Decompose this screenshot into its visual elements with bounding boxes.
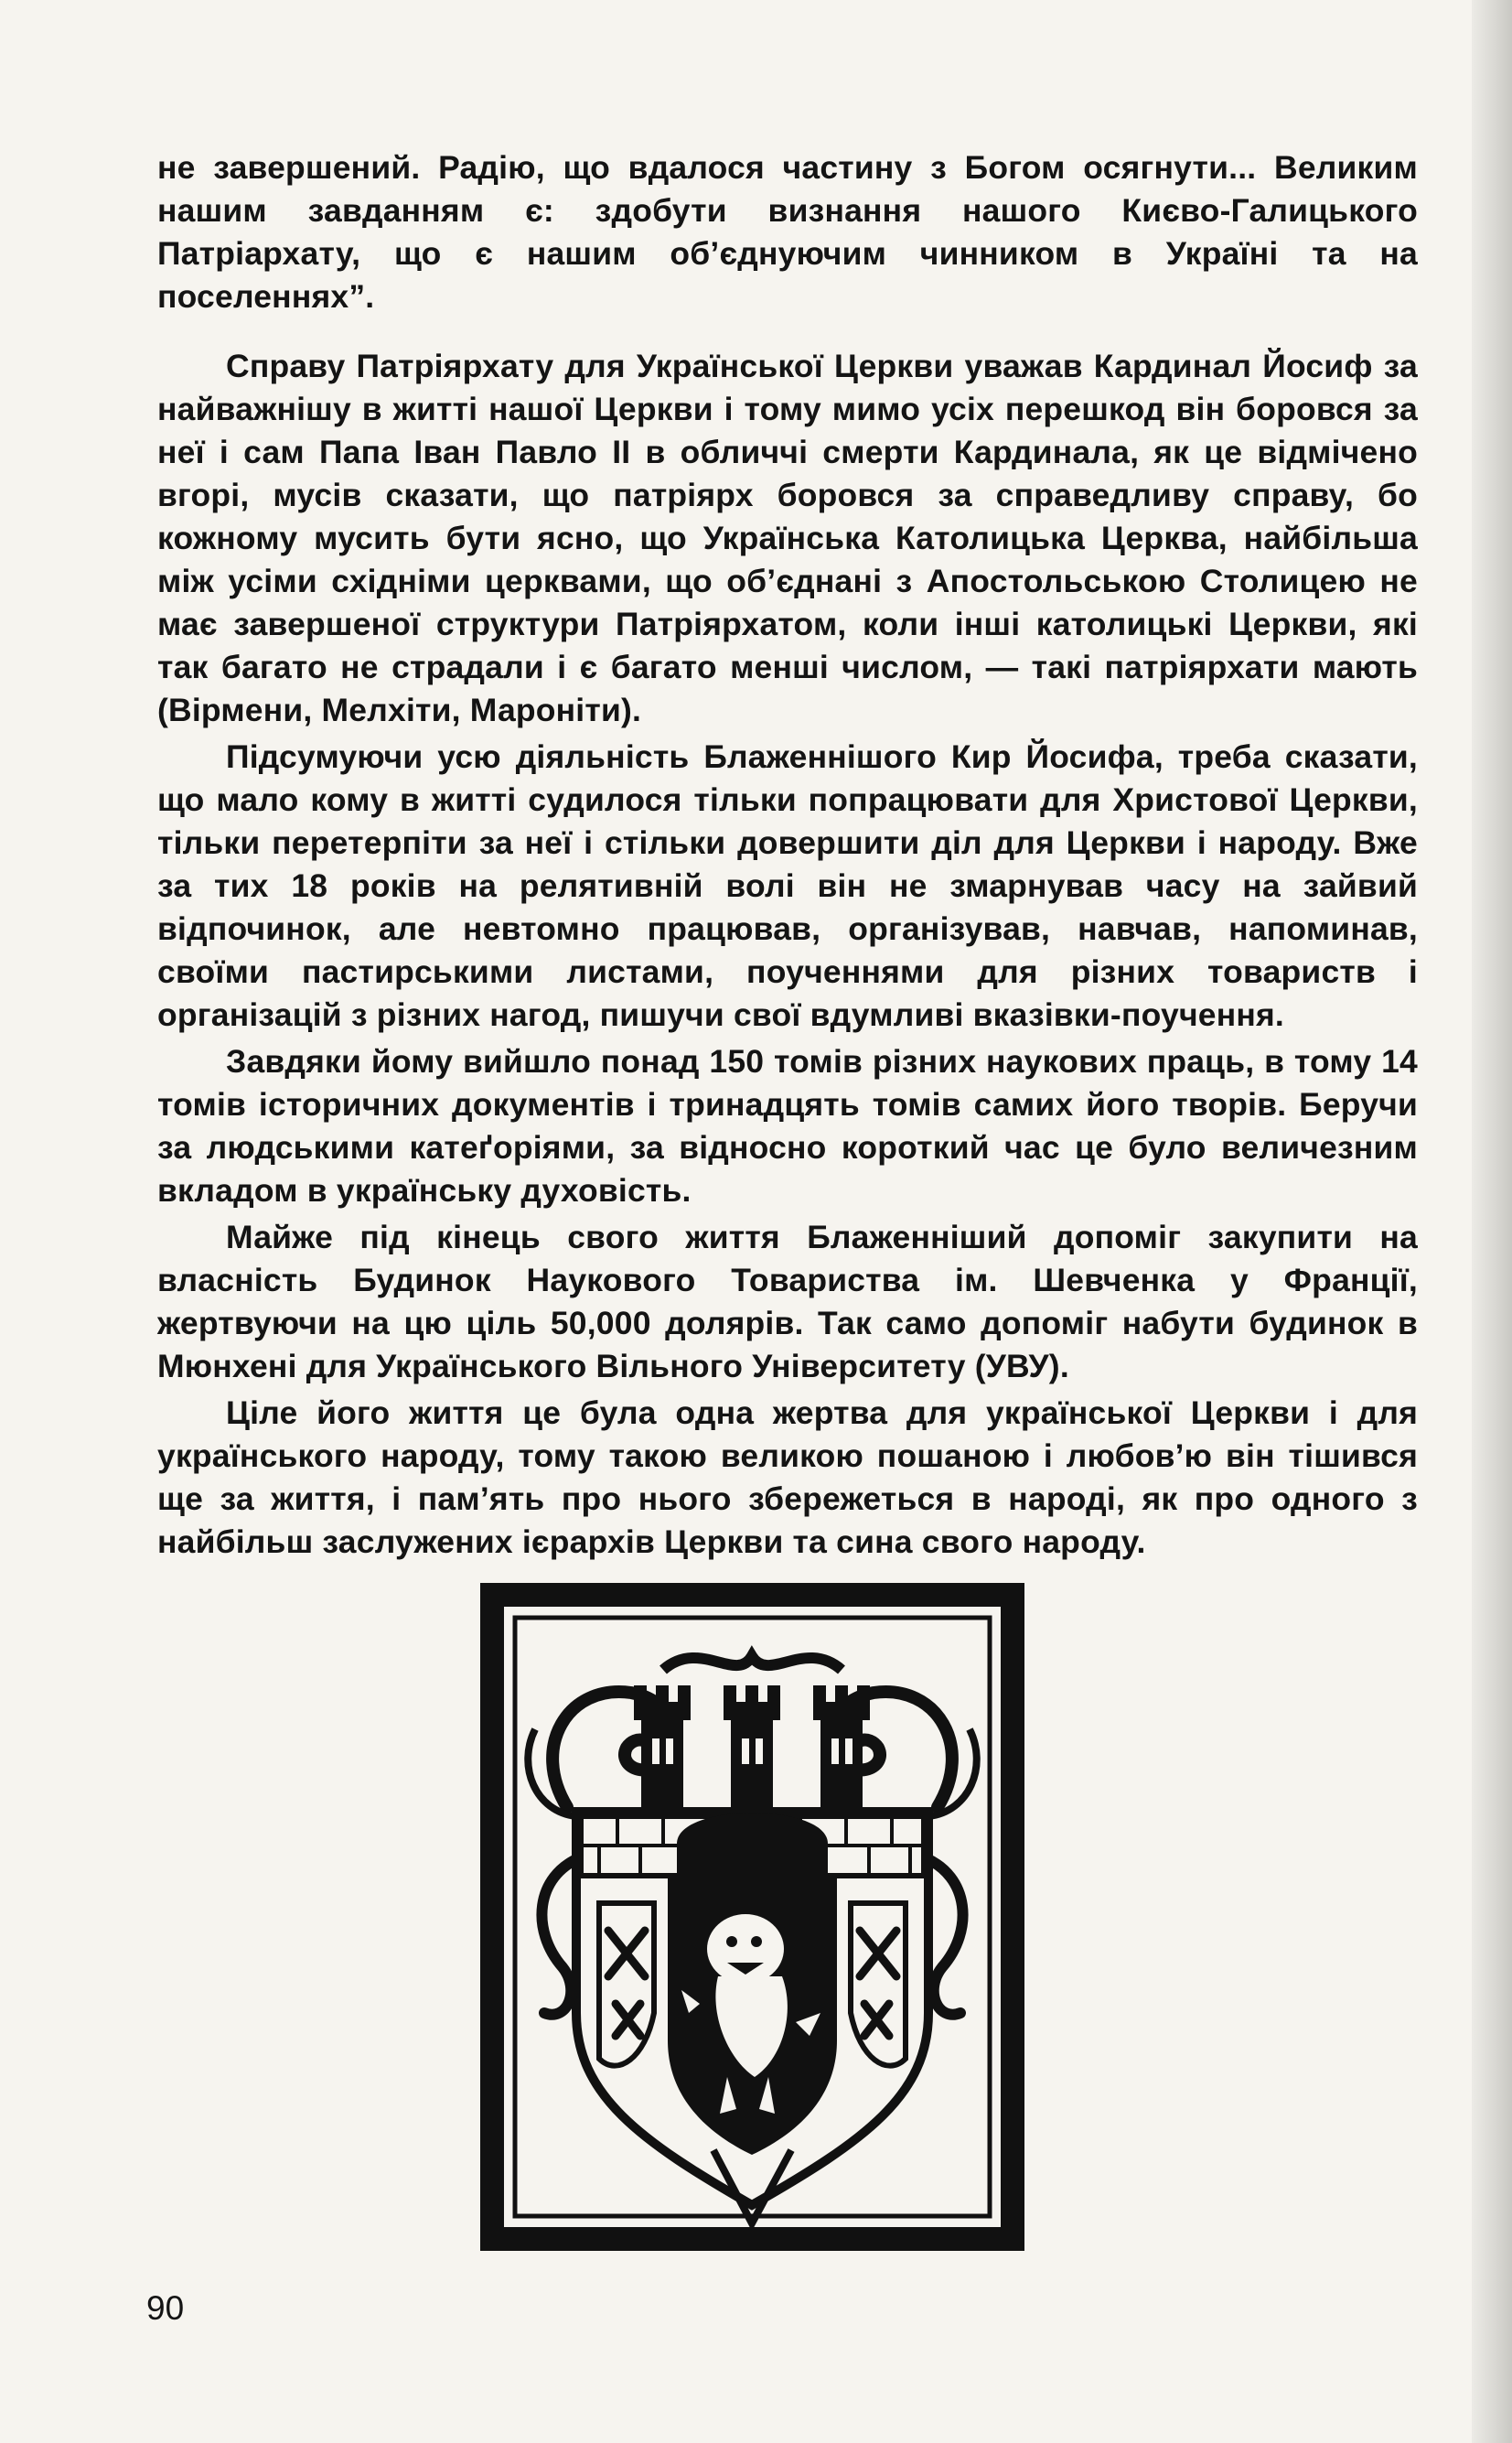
coat-of-arms-icon [480, 1583, 1024, 2251]
paragraph-1: не завершений. Радію, що вдалося частину з Богом осягнути... Великим нашим завданням є: здобути визнання нашого Києво-Галицького Патріархату, що є нашим об’єднуючим чинником в Україні та на поселеннях”. [157, 149, 1418, 315]
page-edge-shadow [1472, 0, 1512, 2443]
paragraph-6: Ціле його життя це була одна жертва для української Церкви і для українського народу, тому такою великою пошаною і любов’ю він тішився ще за життя, і пам’ять про нього збережеться в народі, як про одного з найбільш заслужених ієрархів Церкви та сина свого народу. [157, 1394, 1418, 1560]
paragraph-4: Завдяки йому вийшло понад 150 томів різних наукових праць, в тому 14 томів історичних документів і тринадцять томів самих його творів. Беручи за людськими катеґоріями, за відносно короткий час це було величезним вкладом в українську духовість. [157, 1043, 1418, 1209]
paragraph-5: Майже під кінець свого життя Блаженніший допоміг закупити на власність Будинок Наукового Товариства ім. Шевченка у Франції, жертвуючи на цю ціль 50,000 долярів. Так само допоміг набути будинок в Мюнхені для Українського Вільного Університету (УВУ). [157, 1219, 1418, 1384]
page-number: 90 [146, 2289, 185, 2327]
paragraph-2: Справу Патріярхату для Української Церкви уважав Кардинал Йосиф за найважнішу в житті нашої Церкви і тому мимо усіх перешкод він боровся за неї і сам Папа Іван Павло II в обличчі смерти Кардинала, як це відмічено вгорі, мусів сказати, що патріярх боровся за справедливу справу, бо кожному мусить бути ясно, що Українська Католицька Церква, найбільша між усіми східніми церквами, що об’єднані з Апостольською Столицею не має завершеної структури Патріярхатом, коли інші католицькі Церкви, які так багато не страдали і є багато менші числом, — такі патріярхати мають (Вірмени, Мелхіти, Мароніти). [157, 348, 1418, 728]
paragraph-3: Підсумуючи усю діяльність Блаженнішого Кир Йосифа, треба сказати, що мало кому в житті судилося тільки попрацювати для Христової Церкви, тільки перетерпіти за неї і стільки довершити діл для Церкви і народу. Вже за тих 18 років на релятивній волі він не змарнував часу на зайвий відпочинок, але невтомно працював, організував, навчав, напоминав, своїми пастирськими листами, поученнями для різних товариств і організацій з різних нагод, пишучи свої вдумливі вказівки-поучення. [157, 738, 1418, 1033]
body-text [157, 146, 1418, 1564]
